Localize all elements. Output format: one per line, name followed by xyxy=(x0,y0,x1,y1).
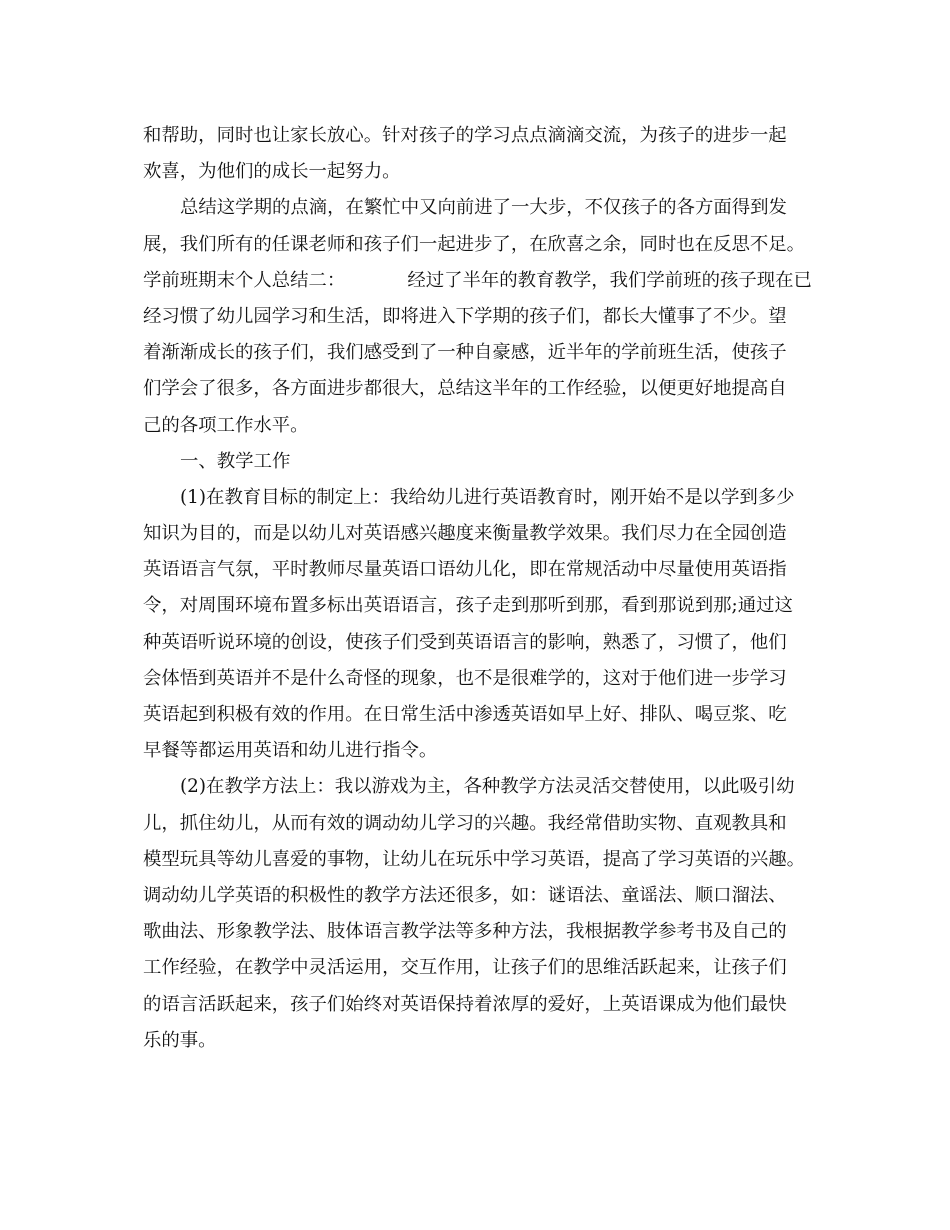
text-line: 模型玩具等幼儿喜爱的事物，让幼儿在玩乐中学习英语，提高了学习英语的兴趣。 xyxy=(143,848,806,870)
text-line: (1)在教育目标的制定上：我给幼儿进行英语教育时，刚开始不是以学到多少 xyxy=(180,486,795,508)
text-line: 知识为目的，而是以幼儿对英语感兴趣度来衡量教学效果。我们尽力在全园创造 xyxy=(143,523,787,545)
text-line: 展，我们所有的任课老师和孩子们一起进步了，在欣喜之余，同时也在反思不足。 xyxy=(143,233,806,255)
text-line: 早餐等都运用英语和幼儿进行指令。 xyxy=(143,740,438,762)
text-line: 总结这学期的点滴，在繁忙中又向前进了一大步，不仅孩子的各方面得到发 xyxy=(180,197,787,219)
section-heading: 一、教学工作 xyxy=(180,450,291,472)
text-line: 令，对周围环境布置多标出英语语言，孩子走到那听到那，看到那说到那;通过这 xyxy=(143,595,793,617)
text-line: 们学会了很多，各方面进步都很大，总结这半年的工作经验，以便更好地提高自 xyxy=(143,378,787,400)
text-line: 歌曲法、形象教学法、肢体语言教学法等多种方法，我根据教学参考书及自己的 xyxy=(143,921,787,943)
text-line: 儿，抓住幼儿，从而有效的调动幼儿学习的兴趣。我经常借助实物、直观教具和 xyxy=(143,812,787,834)
text-segment: 经过了半年的教育教学，我们学前班的孩子现在已 xyxy=(407,269,812,291)
text-line xyxy=(143,263,815,299)
text-line: 和帮助，同时也让家长放心。针对孩子的学习点点滴滴交流，为孩子的进步一起 xyxy=(143,125,787,146)
text-line: 己的各项工作水平。 xyxy=(143,414,309,436)
text-line: 英语语言气氛，平时教师尽量英语口语幼儿化，即在常规活动中尽量使用英语指 xyxy=(143,559,787,581)
text-line: 工作经验，在教学中灵活运用，交互作用，让孩子们的思维活跃起来，让孩子们 xyxy=(143,957,787,979)
text-line: 的语言活跃起来，孩子们始终对英语保持着浓厚的爱好，上英语课成为他们最快 xyxy=(143,993,787,1015)
text-line: 种英语听说环境的创设，使孩子们受到英语语言的影响，熟悉了，习惯了，他们 xyxy=(143,631,787,653)
text-line: 会体悟到英语并不是什么奇怪的现象，也不是很难学的，这对于他们进一步学习 xyxy=(143,667,787,689)
text-line: (2)在教学方法上：我以游戏为主，各种教学方法灵活交替使用，以此吸引幼 xyxy=(180,776,795,798)
document-body xyxy=(143,118,815,1059)
text-line: 经习惯了幼儿园学习和生活，即将进入下学期的孩子们，都长大懂事了不少。望 xyxy=(143,305,787,327)
section-heading: 学前班期末个人总结二： xyxy=(143,269,346,291)
text-line: 乐的事。 xyxy=(143,1029,217,1051)
text-line: 英语起到积极有效的作用。在日常生活中渗透英语如早上好、排队、喝豆浆、吃 xyxy=(143,704,787,725)
text-line: 调动幼儿学英语的积极性的教学方法还很多，如：谜语法、童谣法、顺口溜法、 xyxy=(143,884,787,906)
text-line: 着渐渐成长的孩子们，我们感受到了一种自豪感，近半年的学前班生活，使孩子 xyxy=(143,342,787,364)
text-line: 欢喜，为他们的成长一起努力。 xyxy=(143,161,401,183)
